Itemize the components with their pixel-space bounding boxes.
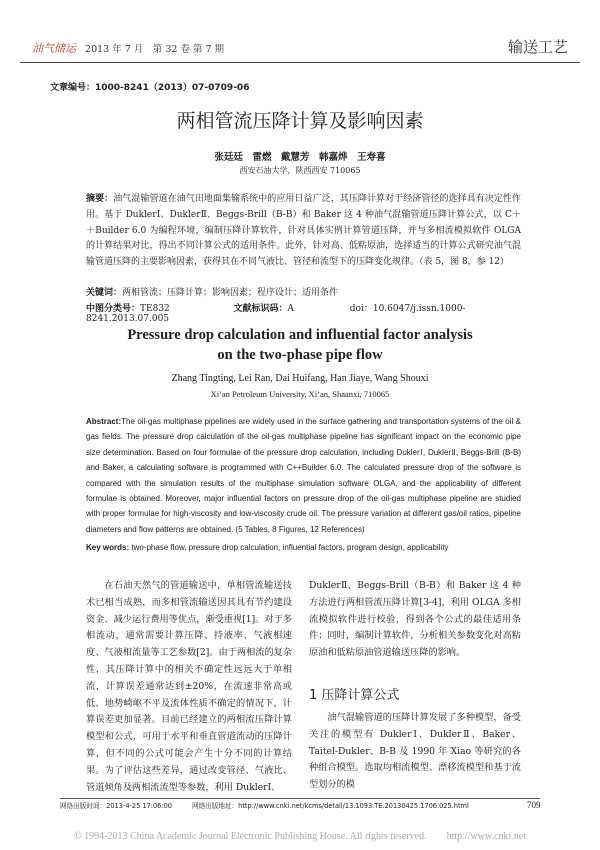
doi: doi：10.6047/j.issn.1000-8241.2013.07.005 xyxy=(86,304,466,324)
issue-info: 2013 年 7 月 第 32 卷 第 7 期 xyxy=(85,44,225,55)
cn-keywords xyxy=(86,285,521,298)
journal-issue xyxy=(32,40,224,56)
header-rule xyxy=(20,62,580,63)
cn-abstract xyxy=(86,192,521,271)
en-abstract-label: Abstract: xyxy=(86,417,122,426)
section-name: 输送工艺 xyxy=(507,38,568,56)
code-value: A xyxy=(287,304,295,314)
class-value: TE832 xyxy=(140,304,170,314)
en-keywords-text: two-phase flow, pressure drop calculation, influential factors, program design, applicability xyxy=(131,543,449,552)
page-number: 709 xyxy=(527,800,541,810)
en-keywords xyxy=(86,543,521,552)
class-label: 中图分类号： xyxy=(86,304,141,314)
en-title xyxy=(0,325,600,365)
article-number: 文章编号：1000-8241（2013）07-0709-06 xyxy=(50,83,250,93)
en-title-line2: on the two-phase pipe flow xyxy=(217,347,383,363)
code-label: 文献标识码： xyxy=(233,304,288,314)
en-abstract-text: The oil-gas multiphase pipelines are widely used in the surface gathering and transportation systems of the oil & gas fields. The pressure drop calculation of the oil-gas multiphase pipeline has significant impact on the economic pipe size determination. Based on four formulae of the pressure drop calculation, including DuklerⅠ, DuklerⅡ, Beggs-Brill (B-B) and Baker, a calculating software is programmed with C++Builder 6.0. The calculated pressure drop of the software is compared with the simulation results of the multiphase simulation software OLGA, and the applicability of different formulae is obtained. Moreover, major influential factors on pressure drop of the oil-gas multiphase pipeline are studied with proper formulae for high-viscosity and low-viscosity crude oil. The pressure variation at different gas/oil ratios, pipeline diameters and flow patterns are obtained. (5 Tables, 8 Figures, 12 References) xyxy=(86,417,521,534)
en-affiliation: Xi’an Petroleum University, Xi’an, Shaanxi, 710065 xyxy=(210,389,390,399)
body-column-left: 在石油天然气的管道输送中，单相管流输送技术已相当成熟，而多相管流输送因其具有节约建设资金、减少运行费用等优点，渐受重视[1]。对于多相流动，通常需要计算压降、持液率、气液相速度、气液相流量等工艺参数[2]。由于两相流的复杂性，其压降计算中的相关不确定性远远大于单相流，计算误差通常达到±20%，在流速非常高或低、地势崎岖不平及流体性质不确定的情况下，计算误差更加显著。目前已经建立的两相流压降计算模型和公式，可用于水平和垂直管道流动的压降计算，但不同的公式可能会产生十分不同的计算结果。为了评估这些差异，通过改变管径、气液比、管道倾角及两相流流型等参数，利用 DuklerⅠ、 xyxy=(86,580,292,793)
page-header xyxy=(20,28,580,60)
footer-rule xyxy=(60,798,540,799)
copyright-notice: © 1994-2013 China Academic Journal Electronic Publishing House. All rights reserved. http://www.cnki.net xyxy=(74,831,526,842)
cn-affiliation: 西安石油大学，陕西西安 710065 xyxy=(239,166,361,175)
publish-time: 网络出版时间：2013-4-25 17:06:00 xyxy=(60,802,172,810)
section-heading: 1 压降计算公式 xyxy=(309,688,400,703)
cn-keywords-label: 关键词： xyxy=(86,288,123,298)
en-authors: Zhang Tingting, Lei Ran, Dai Huifang, Han Jiaye, Wang Shouxi xyxy=(171,373,429,384)
en-title-line1: Pressure drop calculation and influential factor analysis xyxy=(127,327,473,343)
en-abstract xyxy=(86,414,521,537)
section-text: 油气混输管道的压降计算发展了多种模型，备受关注的模型有 DuklerⅠ、DuklerⅡ、Baker、Taitel-Dukler、B-B 及 1990 年 Xiao 等研究的各种组合模型。选取均相流模型、漂移流模型和基于流型划分的模 xyxy=(309,712,521,791)
cn-classification xyxy=(86,301,521,324)
publish-url: 网络出版地址：http://www.cnki.net/kcms/detail/13.1093.TE.20130425.1706.025.html xyxy=(192,802,469,810)
body-column-right: DuklerⅡ、Beggs-Brill（B-B）和 Baker 这 4 种方法进行两相管流压降计算[3-4]，利用 OLGA 多相流模拟软件进行校验，得到各个公式的最佳适用条件；同时，编制计算软件，分析相关参数变化对高粘原油和低粘原油管道输送压降的影响。 xyxy=(309,580,521,659)
en-keywords-label: Key words: xyxy=(86,543,130,552)
cn-abstract-label: 摘要： xyxy=(86,194,114,204)
cn-title: 两相管流压降计算及影响因素 xyxy=(176,110,424,132)
cn-authors: 张廷廷 雷燃 戴慧芳 韩嘉烨 王寿喜 xyxy=(214,152,386,163)
footer xyxy=(60,800,540,810)
cn-keywords-text: 两相管流；压降计算；影响因素；程序设计；适用条件 xyxy=(122,288,339,298)
cn-abstract-text: 油气混输管道在油气田地面集输系统中的应用日益广泛，其压降计算对于经济管径的选择具有决定性作用。基于 DuklerⅠ、DuklerⅡ、Beggs-Brill（B-B）和 Baker 这 4 种油气混输管道压降计算公式，以 C＋＋Builder 6.0 为编程环境，编制压降计算软件，针对具体实例计算管道压降，并与多相流模拟软件 OLGA 的计算结果对比，得出不同计算公式的适用条件。此外，针对高、低粘原油，选择适当的计算公式研究油气混输管道压降的主要影响因素，获得其在不同气液比、管径和流型下的压降变化规律。（表 5，图 8，参 12） xyxy=(86,194,521,268)
journal-logo: 油气储运 xyxy=(32,42,76,55)
